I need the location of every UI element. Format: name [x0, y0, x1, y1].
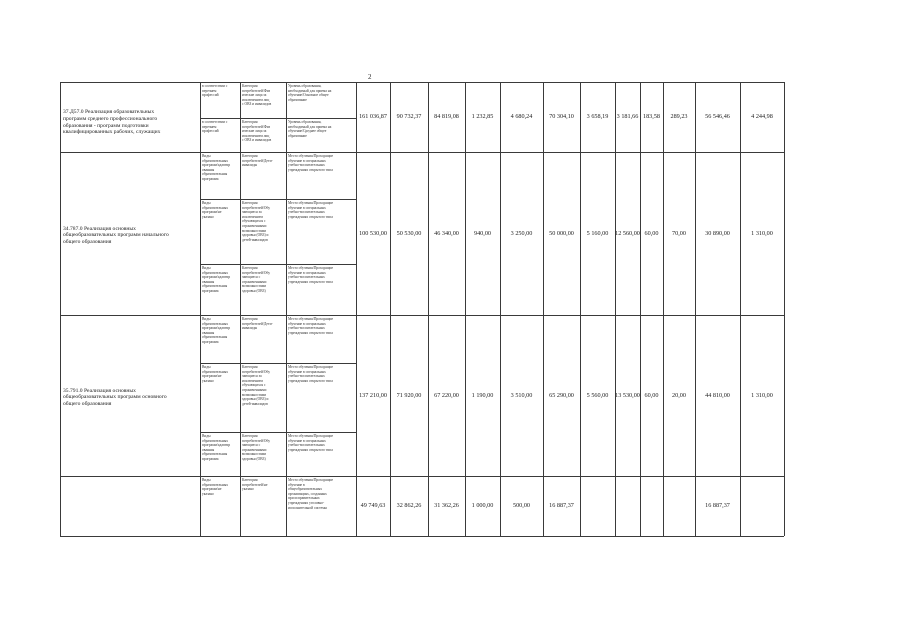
table-rule-vertical: [465, 82, 466, 536]
criteria-cell: Категория потребителей/Обу чающиеся с ограниченными возможностями здоровья (ОВЗ): [242, 434, 270, 461]
table-rule-vertical: [500, 82, 501, 536]
value-cell: 56 546,46: [705, 113, 730, 120]
table-rule-horizontal: [60, 152, 784, 153]
table-rule-vertical: [663, 82, 664, 536]
criteria-cell: Место обучения/Проходящие обучение в специальных учебно-воспитательных учреждениях открытого типа: [288, 154, 334, 172]
table-rule-horizontal: [60, 315, 784, 316]
table-rule-horizontal: [60, 536, 784, 537]
table-rule-horizontal: [200, 199, 356, 200]
value-cell: 20,00: [672, 391, 686, 399]
criteria-cell: Виды образовательных программ/адаптир ованная образовательная программа: [202, 154, 231, 181]
value-cell: 60,00: [644, 229, 659, 237]
value-cell: 5 560,00: [586, 391, 609, 399]
table-rule-vertical: [428, 82, 429, 536]
criteria-cell: Категория потребителей/не указано: [242, 478, 268, 492]
value-cell: 289,23: [670, 113, 688, 120]
table-rule-horizontal: [200, 432, 356, 433]
value-cell: 1 190,00: [471, 391, 494, 399]
value-cell: 16 887,37: [705, 502, 730, 509]
table-rule-vertical: [784, 82, 785, 536]
value-cell: 100 530,00: [359, 229, 387, 237]
table-rule-horizontal: [200, 363, 356, 364]
value-cell: 3 658,19: [586, 113, 609, 120]
value-cell: 50 530,00: [396, 229, 422, 237]
criteria-cell: Виды образовательных программ/адаптир ованная образовательная программа: [202, 266, 231, 293]
criteria-cell: Место обучения/Проходящие обучение в специальных учебно-воспитательных учреждениях открытого типа: [288, 266, 334, 284]
value-cell: 1 310,00: [751, 229, 773, 237]
value-cell: 183,58: [642, 113, 661, 120]
criteria-cell: Виды образовательных программ/не указано: [202, 365, 229, 383]
criteria-cell: Виды образовательных программ/не указано: [202, 478, 229, 496]
value-cell: 16 887,37: [549, 502, 574, 509]
criteria-cell: Категория потребителей/Дети- инвалиды: [242, 154, 273, 168]
value-cell: 65 290,00: [549, 391, 574, 399]
value-cell: 940,00: [473, 229, 492, 237]
table-rule-vertical: [640, 82, 641, 536]
table-rule-horizontal: [60, 476, 784, 477]
criteria-cell: Уровень образования, необходимый для приема на обучение/Основное общее образование: [288, 84, 332, 102]
value-cell: 84 819,08: [434, 113, 459, 120]
criteria-cell: Место обучения/Проходящие обучение в общеобразовательных организациях, созданных при исправительных учреждениях уголовно- исполнительной системы: [288, 478, 334, 510]
table-rule-vertical: [615, 82, 616, 536]
criteria-cell: Виды образовательных программ/не указано: [202, 201, 229, 219]
criteria-cell: Категория потребителей/Физ ические лица за исключением лиц с ОВЗ и инвалидов: [242, 120, 272, 143]
table-rule-vertical: [286, 82, 287, 536]
criteria-cell: Категория потребителей/Обу чающиеся за исключением обучающихся с ограниченными возможностями здоровья (ОВЗ) и детей-инвалидов: [242, 365, 270, 406]
table-rule-vertical: [543, 82, 544, 536]
value-cell: 67 220,00: [434, 391, 459, 399]
table-rule-vertical: [240, 82, 241, 536]
criteria-cell: Место обучения/Проходящие обучение в специальных учебно-воспитательных учреждениях открытого типа: [288, 365, 334, 383]
value-cell: 161 036,87: [359, 113, 387, 120]
value-cell: 1 232,85: [471, 113, 494, 120]
financial-table: [60, 82, 784, 536]
criteria-cell: Категория потребителей/Дети- инвалиды: [242, 317, 273, 331]
value-cell: 50 000,00: [549, 229, 574, 237]
criteria-cell: Категория потребителей/Физ ические лица за исключением лиц с ОВЗ и инвалидов: [242, 84, 272, 107]
table-rule-vertical: [356, 82, 357, 536]
value-cell: 12 560,00: [615, 229, 640, 237]
page-number: 2: [368, 73, 372, 81]
value-cell: 137 210,00: [359, 391, 387, 399]
criteria-cell: Категория потребителей/Обу чающиеся за исключением обучающихся с ограниченными возможностями здоровья (ОВЗ) и детей-инвалидов: [242, 201, 270, 242]
service-name: 37.Д57.0 Реализация образовательных программ среднего профессионального образования - программ подготовки квалифицированных рабочих, служащих: [63, 109, 161, 136]
criteria-cell: в соответствии с перечнем профессий: [202, 120, 228, 134]
criteria-cell: Уровень образования, необходимый для приема на обучение/Среднее общее образование: [288, 120, 332, 138]
value-cell: 90 732,37: [396, 113, 422, 120]
table-rule-vertical: [390, 82, 391, 536]
table-rule-vertical: [60, 82, 61, 536]
value-cell: 70,00: [672, 229, 686, 237]
table-rule-vertical: [740, 82, 741, 536]
value-cell: 3 510,00: [510, 391, 533, 399]
criteria-cell: Категория потребителей/Обу чающиеся с ограниченными возможностями здоровья (ОВЗ): [242, 266, 270, 293]
criteria-cell: Место обучения/Проходящие обучение в специальных учебно-воспитательных учреждениях открытого типа: [288, 317, 334, 335]
table-rule-vertical: [580, 82, 581, 536]
criteria-cell: Виды образовательных программ/адаптир ованная образовательная программа: [202, 317, 231, 344]
criteria-cell: Место обучения/Проходящие обучение в специальных учебно-воспитательных учреждениях открытого типа: [288, 201, 334, 219]
value-cell: 500,00: [512, 502, 531, 509]
table-rule-horizontal: [200, 118, 356, 119]
value-cell: 1 310,00: [751, 391, 773, 399]
value-cell: 1 000,00: [471, 502, 494, 509]
value-cell: 3 181,66: [616, 113, 639, 120]
value-cell: 70 304,10: [549, 113, 574, 120]
value-cell: 3 250,00: [510, 229, 533, 237]
value-cell: 46 340,00: [434, 229, 459, 237]
value-cell: 44 810,00: [705, 391, 730, 399]
value-cell: 49 749,63: [360, 502, 386, 509]
criteria-cell: в соответствии с перечнем профессий: [202, 84, 228, 98]
service-name: 34.787.0 Реализация основных общеобразовательных программ начального общего образования: [63, 225, 169, 246]
value-cell: 4 680,24: [510, 113, 533, 120]
value-cell: 5 160,00: [586, 229, 609, 237]
table-rule-vertical: [695, 82, 696, 536]
value-cell: 71 920,00: [396, 391, 422, 399]
criteria-cell: Виды образовательных программ/адаптир ованная образовательная программа: [202, 434, 231, 461]
criteria-cell: Место обучения/Проходящие обучение в специальных учебно-воспитательных учреждениях открытого типа: [288, 434, 334, 452]
table-rule-horizontal: [60, 82, 784, 83]
value-cell: 13 530,00: [615, 391, 640, 399]
service-name: 35.791.0 Реализация основных общеобразовательных программ основного общего образования: [63, 387, 167, 408]
table-rule-horizontal: [200, 264, 356, 265]
table-rule-vertical: [200, 82, 201, 536]
value-cell: 32 862,26: [396, 502, 422, 509]
value-cell: 30 890,00: [705, 229, 730, 237]
value-cell: 31 362,26: [434, 502, 459, 509]
value-cell: 60,00: [644, 391, 659, 399]
value-cell: 4 244,98: [751, 113, 773, 120]
